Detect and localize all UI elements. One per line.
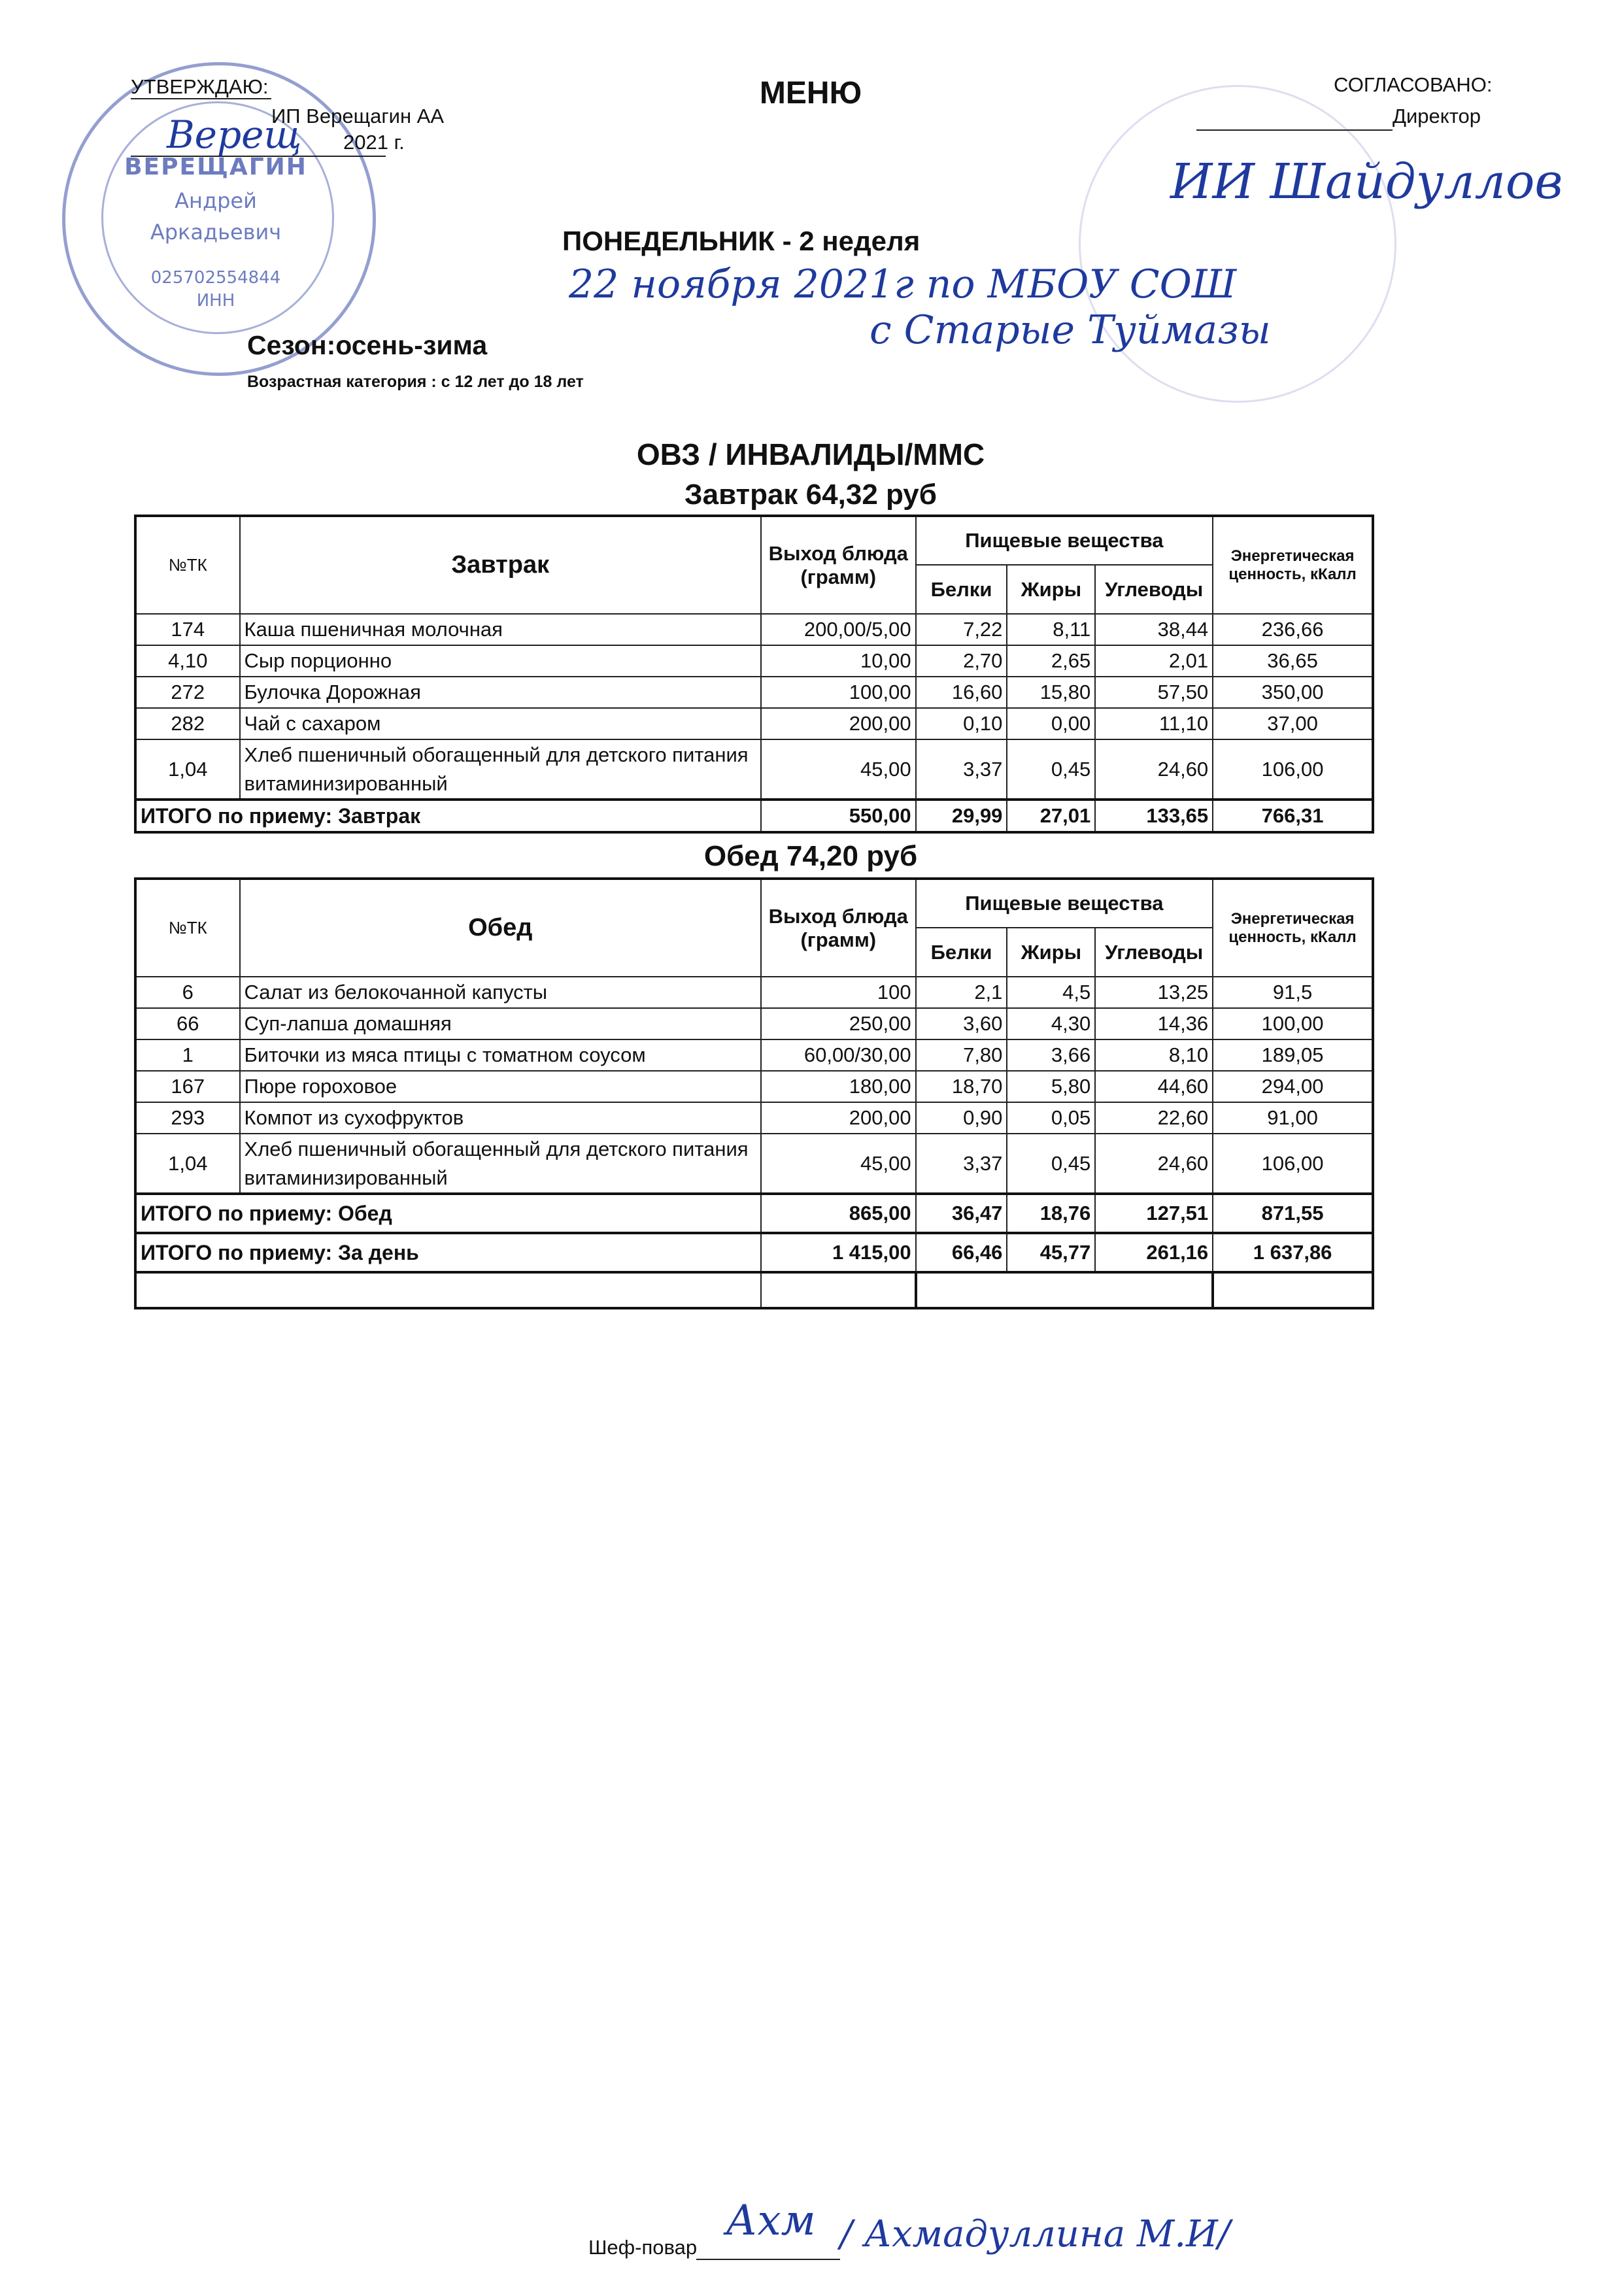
row-tk: 272 [135,677,240,708]
row-energy: 36,65 [1213,645,1373,677]
row-name: Хлеб пшеничный обогащенный для детского питания витаминизированный [240,1134,761,1194]
row-tk: 174 [135,614,240,645]
approve-signature: Верещ [167,112,302,157]
row-energy: 100,00 [1213,1008,1373,1039]
director-signature: ИИ Шайдуллов [1170,154,1563,210]
empty-row [135,1272,1373,1308]
lunch-total-row [135,1194,1373,1233]
row-tk: 66 [135,1008,240,1039]
row-energy: 189,05 [1213,1039,1373,1071]
table-row [135,614,1373,645]
total-energy: 871,55 [1213,1194,1373,1233]
row-carbs: 44,60 [1095,1071,1213,1102]
row-carbs: 24,60 [1095,1134,1213,1194]
total-energy: 766,31 [1213,800,1373,832]
row-fat: 5,80 [1007,1071,1095,1102]
table-row [135,1102,1373,1134]
breakfast-rows [135,614,1373,800]
agreed-label: СОГЛАСОВАНО: [1334,73,1493,96]
col-yield: Выход блюда (грамм) [761,879,916,977]
approve-year: 2021 г. [343,131,405,154]
row-name: Сыр порционно [240,645,761,677]
row-yield: 200,00 [761,1102,916,1134]
row-carbs: 2,01 [1095,645,1213,677]
table-row [135,645,1373,677]
row-energy: 294,00 [1213,1071,1373,1102]
row-protein: 7,80 [916,1039,1007,1071]
col-nutrients: Пищевые вещества [916,516,1213,565]
row-name: Чай с сахаром [240,708,761,739]
faint-stamp [1079,85,1396,403]
row-yield: 100,00 [761,677,916,708]
total-fat: 18,76 [1007,1194,1095,1233]
row-tk: 6 [135,977,240,1008]
season: Сезон:осень-зима [247,330,488,360]
row-fat: 0,45 [1007,1134,1095,1194]
row-yield: 250,00 [761,1008,916,1039]
col-carbs: Углеводы [1095,565,1213,614]
handwritten-date-line: 22 ноября 2021г по МБОУ СОШ [569,262,1237,307]
row-carbs: 24,60 [1095,739,1213,800]
row-name: Биточки из мяса птицы с томатном соусом [240,1039,761,1071]
stamp-name-line1: ВЕРЕЩАГИН [124,154,307,180]
total-protein: 36,47 [916,1194,1007,1233]
total-carbs: 127,51 [1095,1194,1213,1233]
col-nutrients: Пищевые вещества [916,879,1213,928]
col-meal: Завтрак [240,516,761,614]
breakfast-total-row [135,800,1373,832]
col-yield: Выход блюда (грамм) [761,516,916,614]
col-energy: Энергетическая ценность, кКалл [1213,879,1373,977]
table-row [135,708,1373,739]
row-carbs: 14,36 [1095,1008,1213,1039]
row-fat: 3,66 [1007,1039,1095,1071]
stamp-name-line2: Андрей [175,188,257,213]
col-energy: Энергетическая ценность, кКалл [1213,516,1373,614]
total-yield: 865,00 [761,1194,916,1233]
table-row [135,977,1373,1008]
row-carbs: 13,25 [1095,977,1213,1008]
row-carbs: 38,44 [1095,614,1213,645]
total-label: ИТОГО по приему: Обед [135,1194,761,1233]
row-protein: 16,60 [916,677,1007,708]
row-name: Компот из сухофруктов [240,1102,761,1134]
row-protein: 2,70 [916,645,1007,677]
row-name: Суп-лапша домашняя [240,1008,761,1039]
total-carbs: 133,65 [1095,800,1213,832]
row-protein: 7,22 [916,614,1007,645]
row-fat: 0,05 [1007,1102,1095,1134]
lunch-heading: Обед 74,20 руб [703,840,918,872]
handwritten-school-line: с Старые Туймазы [870,307,1271,353]
row-carbs: 22,60 [1095,1102,1213,1134]
row-tk: 293 [135,1102,240,1134]
row-yield: 60,00/30,00 [761,1039,916,1071]
age-category: Возрастная категория : с 12 лет до 18 лет [247,373,584,391]
col-protein: Белки [916,928,1007,977]
row-carbs: 57,50 [1095,677,1213,708]
row-fat: 8,11 [1007,614,1095,645]
row-protein: 18,70 [916,1071,1007,1102]
category-heading: ОВЗ / ИНВАЛИДЫ/ММС [636,437,985,471]
row-name: Булочка Дорожная [240,677,761,708]
row-energy: 236,66 [1213,614,1373,645]
day-total-row [135,1233,1373,1272]
row-name: Хлеб пшеничный обогащенный для детского питания витаминизированный [240,739,761,800]
row-energy: 91,00 [1213,1102,1373,1134]
table-row [135,739,1373,800]
day-total-label: ИТОГО по приему: За день [135,1233,761,1272]
breakfast-table [134,515,1374,834]
row-fat: 4,30 [1007,1008,1095,1039]
row-carbs: 11,10 [1095,708,1213,739]
day-total-energy: 1 637,86 [1213,1233,1373,1272]
lunch-rows [135,977,1373,1194]
stamp-name-line3: Аркадьевич [150,220,282,245]
row-name: Салат из белокочанной капусты [240,977,761,1008]
approve-person: ИП Верещагин АА [271,105,445,127]
row-name: Пюре гороховое [240,1071,761,1102]
row-energy: 91,5 [1213,977,1373,1008]
table-row [135,1008,1373,1039]
row-carbs: 8,10 [1095,1039,1213,1071]
stamp-inn-label: ИНН [196,291,235,311]
col-carbs: Углеводы [1095,928,1213,977]
agreed-position: Директор [1393,105,1481,127]
day-total-protein: 66,46 [916,1233,1007,1272]
col-fat: Жиры [1007,928,1095,977]
stamp-inn-number: 025702554844 [150,268,281,288]
col-fat: Жиры [1007,565,1095,614]
row-protein: 3,37 [916,739,1007,800]
col-meal: Обед [240,879,761,977]
row-tk: 1,04 [135,1134,240,1194]
row-fat: 0,45 [1007,739,1095,800]
row-tk: 1,04 [135,739,240,800]
row-tk: 167 [135,1071,240,1102]
row-yield: 45,00 [761,1134,916,1194]
lunch-table [134,877,1374,1309]
row-yield: 45,00 [761,739,916,800]
total-protein: 29,99 [916,800,1007,832]
row-protein: 2,1 [916,977,1007,1008]
row-energy: 106,00 [1213,739,1373,800]
row-energy: 350,00 [1213,677,1373,708]
col-tk: №ТК [135,516,240,614]
row-energy: 106,00 [1213,1134,1373,1194]
table-row [135,1134,1373,1194]
table-row [135,1039,1373,1071]
breakfast-heading: Завтрак 64,32 руб [684,479,937,511]
row-protein: 3,60 [916,1008,1007,1039]
col-protein: Белки [916,565,1007,614]
page-title: МЕНЮ [759,76,862,110]
row-protein: 0,90 [916,1102,1007,1134]
row-tk: 282 [135,708,240,739]
day-total-carbs: 261,16 [1095,1233,1213,1272]
row-yield: 180,00 [761,1071,916,1102]
col-tk: №ТК [135,879,240,977]
row-tk: 4,10 [135,645,240,677]
total-yield: 550,00 [761,800,916,832]
row-protein: 3,37 [916,1134,1007,1194]
row-tk: 1 [135,1039,240,1071]
chef-signature: Ахм [726,2197,816,2245]
row-name: Каша пшеничная молочная [240,614,761,645]
table-row [135,677,1373,708]
row-fat: 2,65 [1007,645,1095,677]
chef-label: Шеф-повар [588,2236,698,2259]
day-heading: ПОНЕДЕЛЬНИК - 2 неделя [562,226,921,256]
row-fat: 15,80 [1007,677,1095,708]
row-yield: 200,00/5,00 [761,614,916,645]
day-total-yield: 1 415,00 [761,1233,916,1272]
row-yield: 200,00 [761,708,916,739]
table-row [135,1071,1373,1102]
row-yield: 10,00 [761,645,916,677]
approve-label: УТВЕРЖДАЮ: [131,75,269,98]
row-energy: 37,00 [1213,708,1373,739]
day-total-fat: 45,77 [1007,1233,1095,1272]
total-fat: 27,01 [1007,800,1095,832]
chef-name: / Ахмадуллина М.И/ [840,2213,1230,2255]
row-protein: 0,10 [916,708,1007,739]
row-fat: 4,5 [1007,977,1095,1008]
total-label: ИТОГО по приему: Завтрак [135,800,761,832]
row-yield: 100 [761,977,916,1008]
row-fat: 0,00 [1007,708,1095,739]
